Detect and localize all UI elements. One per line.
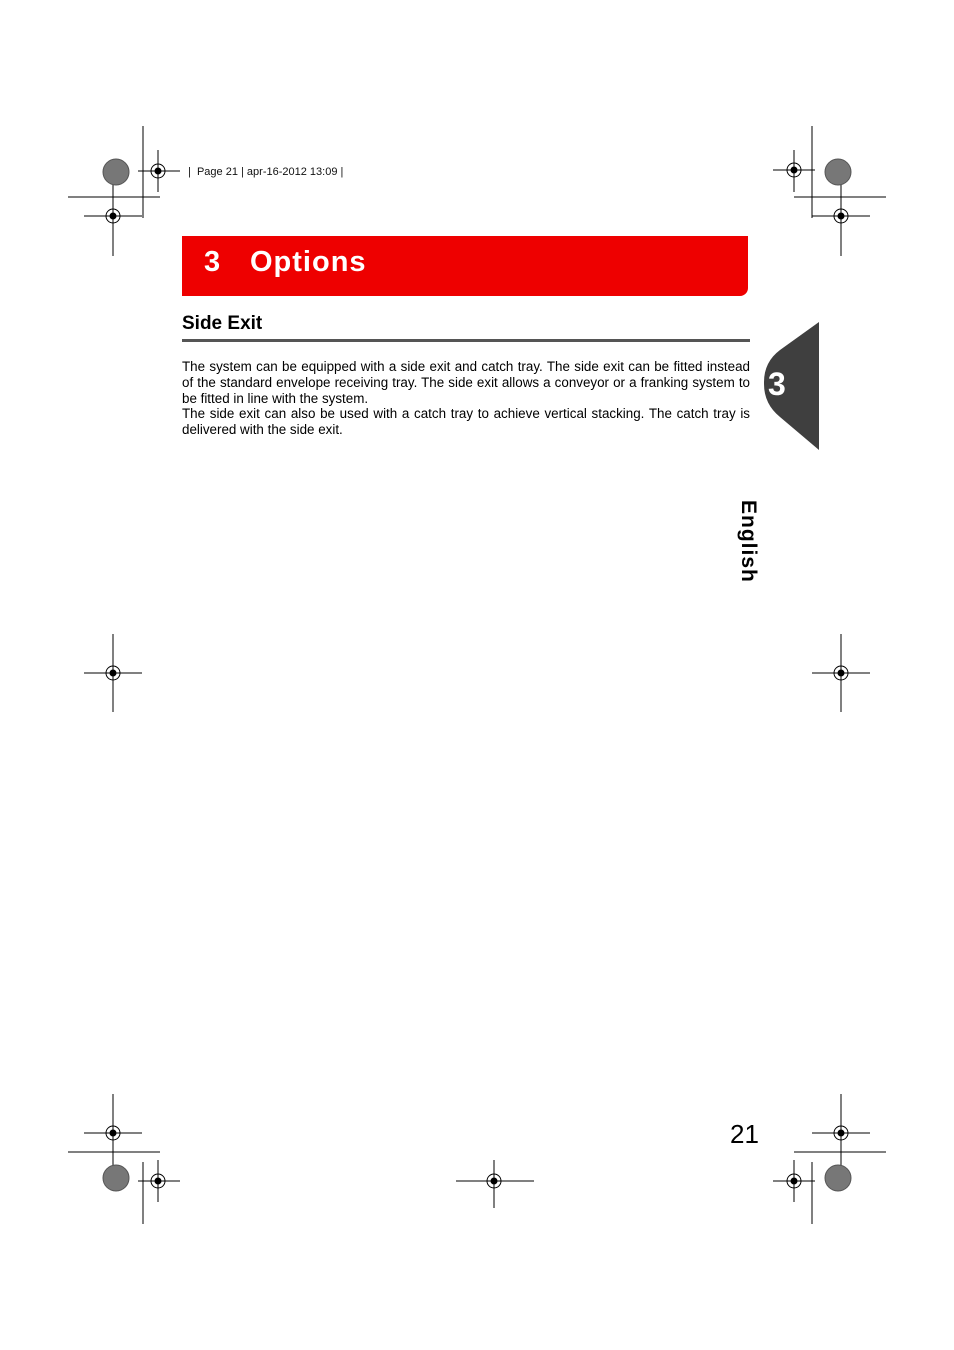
page-number: 21: [730, 1119, 759, 1149]
print-slug: | Page 21 | apr-16-2012 13:09 |: [188, 166, 344, 178]
body-paragraph: The system can be equipped with a side exit and catch tray. The side exit can be fitted instead of the standard envelope receiving tray. The side exit allows a conveyor or a franking system to be fitted in line with the system.: [182, 359, 750, 406]
chapter-banner: [182, 236, 748, 296]
language-label: English: [737, 500, 760, 583]
section-divider: [182, 339, 750, 342]
section-title: Side Exit: [182, 313, 263, 334]
chapter-number: 3: [204, 246, 222, 278]
body-text: [182, 359, 750, 438]
side-tab-number: 3: [768, 366, 786, 402]
body-paragraph: The side exit can also be used with a catch tray to achieve vertical stacking. The catch tray is delivered with the side exit.: [182, 406, 750, 438]
chapter-title: Options: [250, 246, 367, 278]
